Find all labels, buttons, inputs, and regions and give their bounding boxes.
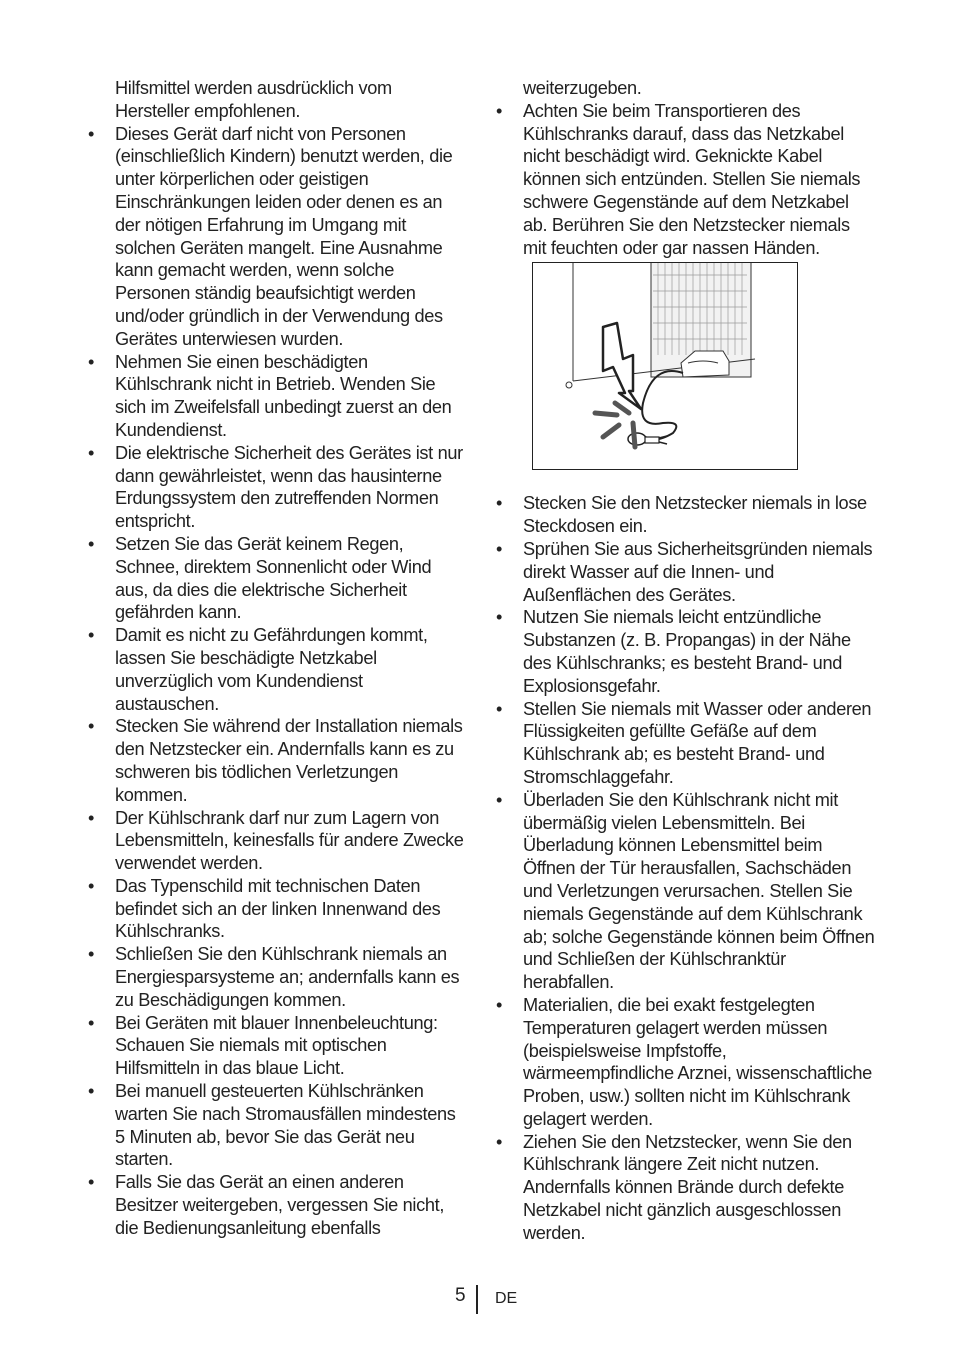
list-item (496, 606, 876, 697)
list-item (496, 100, 876, 260)
list-item (496, 698, 876, 789)
right-column (496, 77, 876, 1245)
bullet-icon: • (496, 493, 503, 514)
list-item-text: Nutzen Sie niemals leicht entzündliche Substanzen (z. B. Propangas) in der Nähe des Kühlschranks; es besteht Brand- und Explosionsgefahr. (523, 607, 851, 696)
list-item (88, 351, 468, 442)
list-item-text: Stellen Sie niemals mit Wasser oder anderen Flüssigkeiten gefüllte Gefäße auf dem Kühlschrank ab; es besteht Brand- und Stromschlaggefahr. (523, 698, 872, 787)
language-code: DE (495, 1290, 518, 1307)
right-bullet-list-bottom (496, 492, 876, 1244)
list-item-text: Materialien, die bei exakt festgelegten Temperaturen gelagert werden müssen (beispielsweise Impfstoffe, wärmeempfindliche Arznei, wissenschaftliche Proben, usw.) sollten nicht im Kühlschrank gelagert werden. (523, 994, 872, 1129)
bullet-icon: • (88, 533, 95, 554)
figure-spacing (496, 470, 876, 492)
list-item-text: Das Typenschild mit technischen Daten befindet sich an der linken Innenwand des Kühlschranks. (115, 875, 441, 942)
list-item (88, 1171, 468, 1239)
list-item-text: Der Kühlschrank darf nur zum Lagern von Lebensmitteln, keinesfalls für andere Zwecke verwendet werden. (115, 807, 464, 874)
footer-divider (476, 1285, 478, 1314)
bullet-icon: • (496, 607, 503, 628)
list-item-text: Damit es nicht zu Gefährdungen kommt, lassen Sie beschädigte Netzkabel unverzüglich vom Kundendienst austauschen. (115, 625, 428, 714)
bullet-icon: • (496, 538, 503, 559)
list-item-text: Bei manuell gesteuerten Kühlschränken warten Sie nach Stromausfällen mindestens 5 Minuten ab, bevor Sie das Gerät neu starten. (115, 1081, 456, 1170)
fridge-cable-drawing (533, 263, 798, 470)
list-item (88, 533, 468, 624)
damaged-power-cable-illustration (532, 262, 798, 470)
bullet-icon: • (88, 625, 95, 646)
left-bullet-list (88, 123, 468, 1240)
list-item (88, 1080, 468, 1171)
list-item-text: Nehmen Sie einen beschädigten Kühlschrank nicht in Betrieb. Wenden Sie sich im Zweifelsfall unbedingt zuerst an den Kundendienst. (115, 351, 452, 440)
bullet-icon: • (88, 875, 95, 896)
page-footer (0, 1285, 954, 1315)
bullet-icon: • (88, 944, 95, 965)
list-item (88, 943, 468, 1011)
continuation-text: weiterzugeben. (523, 78, 642, 98)
list-item (496, 994, 876, 1131)
bullet-icon: • (88, 1081, 95, 1102)
bullet-icon: • (88, 807, 95, 828)
bullet-icon: • (88, 123, 95, 144)
bullet-icon: • (88, 442, 95, 463)
list-item-text: Stecken Sie während der Installation niemals den Netzstecker ein. Andernfalls kann es zu schweren bis tödlichen Verletzungen kommen. (115, 716, 463, 805)
bullet-icon: • (496, 994, 503, 1015)
list-item-text: Ziehen Sie den Netzstecker, wenn Sie den Kühlschrank längere Zeit nicht nutzen. Andernfalls können Brände durch defekte Netzkabel nicht gänzlich ausgeschlossen werden. (523, 1131, 852, 1243)
list-item-text: Stecken Sie den Netzstecker niemals in lose Steckdosen ein. (523, 493, 867, 537)
bullet-icon: • (88, 1172, 95, 1193)
continuation-text: Hilfsmittel werden ausdrücklich vom Hersteller empfohlenen. (115, 78, 392, 121)
list-item (88, 1012, 468, 1080)
list-item-text: Achten Sie beim Transportieren des Kühlschranks darauf, dass das Netzkabel nicht beschädigt wird. Geknickte Kabel können sich entzünden. Stellen Sie niemals schwere Gegenstände auf dem Netzkabel ab. Berühren Sie den Netzstecker niemals mit feuchten oder gar nassen Händen. (523, 100, 861, 258)
list-item-text: Überladen Sie den Kühlschrank nicht mit übermäßig vielen Lebensmitteln. Bei Überladung können Lebensmittel beim Öffnen der Tür herausfallen, Sachschäden und Verletzungen verursachen. Stellen Sie niemals Gegenstände auf dem Kühlschrank ab; solche Gegenstände können beim Öffnen und Schließen der Kühlschranktür herabfallen. (523, 789, 875, 993)
bullet-icon: • (88, 351, 95, 372)
list-item-text: Dieses Gerät darf nicht von Personen (einschließlich Kindern) benutzt werden, die unter körperlichen oder geistigen Einschränkungen leiden oder denen es an der nötigen Erfahrung im Umgang mit solchen Geräten mangelt. Eine Ausnahme kann gemacht werden, wenn solche Personen ständig beaufsichtigt werden und/oder gründlich in der Verwendung des Gerätes unterwiesen wurden. (115, 123, 453, 349)
page-number: 5 (455, 1285, 466, 1306)
bullet-icon: • (496, 698, 503, 719)
bullet-icon: • (496, 789, 503, 810)
list-item (496, 492, 876, 538)
list-item-text: Schließen Sie den Kühlschrank niemals an Energiesparsysteme an; andernfalls kann es zu Beschädigungen kommen. (115, 944, 460, 1010)
list-item (88, 875, 468, 943)
left-column (88, 77, 468, 1240)
bullet-icon: • (496, 100, 503, 121)
list-item (496, 1131, 876, 1245)
list-item (88, 807, 468, 875)
list-item-text: Setzen Sie das Gerät keinem Regen, Schnee, direktem Sonnenlicht oder Wind aus, da dies die elektrische Sicherheit gefährden kann. (115, 533, 432, 623)
list-item-text: Falls Sie das Gerät an einen anderen Besitzer weitergeben, vergessen Sie nicht, die Bedienungsanleitung ebenfalls (115, 1172, 445, 1238)
list-item-text: Die elektrische Sicherheit des Gerätes ist nur dann gewährleistet, wenn das hausinterne Erdungssystem den zutreffenden Normen entspricht. (115, 442, 463, 532)
list-item-text: Bei Geräten mit blauer Innenbeleuchtung: Schauen Sie niemals mit optischen Hilfsmitteln in das blaue Licht. (115, 1012, 438, 1079)
list-item (88, 624, 468, 715)
list-item (496, 538, 876, 606)
bullet-icon: • (496, 1131, 503, 1152)
bullet-icon: • (88, 1012, 95, 1033)
right-bullet-list-top (496, 100, 876, 260)
list-item (88, 715, 468, 806)
list-item (496, 789, 876, 994)
list-item-text: Sprühen Sie aus Sicherheitsgründen niemals direkt Wasser auf die Innen- und Außenflächen des Gerätes. (523, 538, 873, 605)
list-item (88, 123, 468, 351)
bullet-icon: • (88, 716, 95, 737)
list-item (88, 442, 468, 533)
